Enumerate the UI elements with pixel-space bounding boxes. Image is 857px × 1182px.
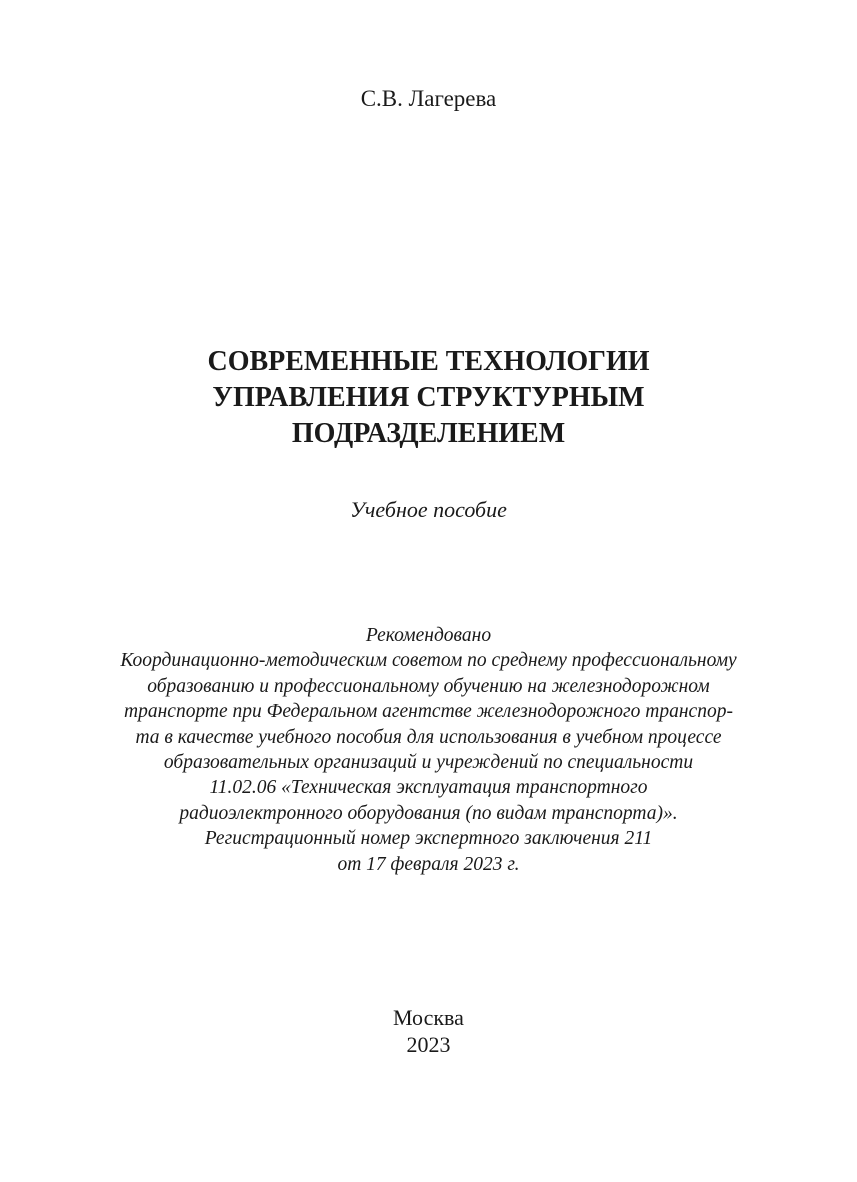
recommendation-line: 11.02.06 «Техническая эксплуатация транспортного bbox=[209, 777, 648, 799]
book-title-line: СОВРЕМЕННЫЕ ТЕХНОЛОГИИ bbox=[207, 346, 650, 377]
recommendation-line: радиоэлектронного оборудования (по видам транспорта)». bbox=[179, 802, 678, 824]
recommendation-line: образовательных организаций и учреждений по специальности bbox=[163, 752, 694, 774]
book-subtitle: Учебное пособие bbox=[350, 497, 507, 522]
publication-city: Москва bbox=[393, 1005, 464, 1030]
recommendation-line: транспорте при Федеральном агентстве железнодорожного транспор- bbox=[124, 701, 733, 723]
recommendation-line: Координационно-методическим советом по среднему профессиональному bbox=[120, 650, 737, 672]
imprint bbox=[0, 1004, 857, 1058]
recommendation-line: Регистрационный номер экспертного заключения 211 bbox=[204, 828, 653, 850]
publication-year: 2023 bbox=[406, 1032, 451, 1057]
recommendation-block bbox=[0, 623, 857, 877]
recommendation-line: от 17 февраля 2023 г. bbox=[337, 853, 520, 875]
recommendation-heading: Рекомендовано bbox=[365, 625, 492, 646]
book-title-line: ПОДРАЗДЕЛЕНИЕМ bbox=[291, 418, 566, 449]
book-title-line: УПРАВЛЕНИЯ СТРУКТУРНЫМ bbox=[212, 382, 645, 413]
book-title bbox=[0, 344, 857, 452]
recommendation-line: образованию и профессиональному обучению на железнодорожном bbox=[147, 675, 710, 697]
recommendation-line: та в качестве учебного пособия для использования в учебном процессе bbox=[135, 726, 722, 748]
author-name: С.В. Лагерева bbox=[360, 86, 497, 111]
